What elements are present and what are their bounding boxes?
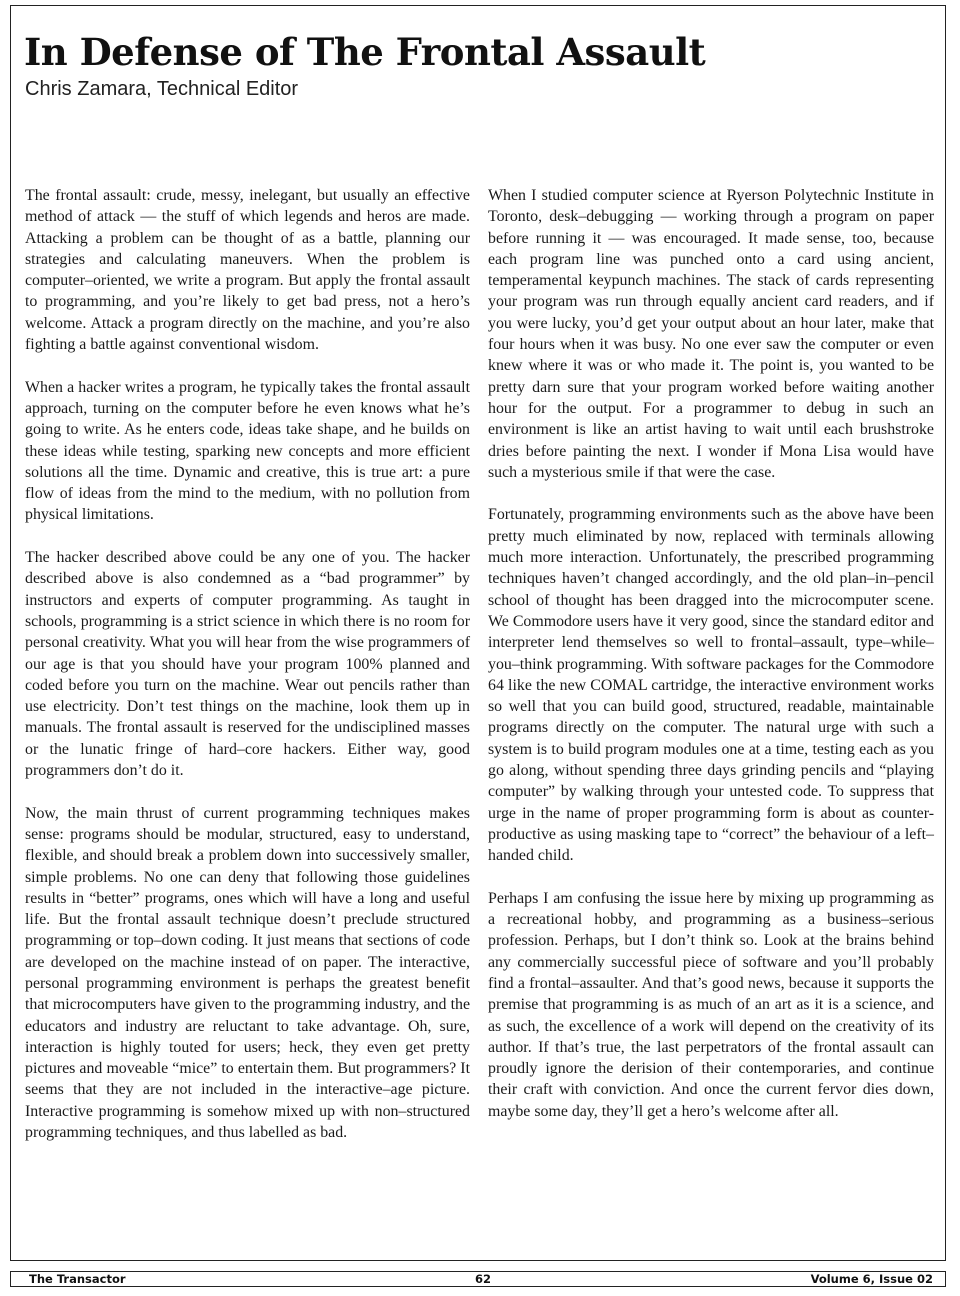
right-column <box>488 185 934 1143</box>
paragraph: When a hacker writes a program, he typically takes the frontal assault approach, turning on the computer before he even knows what he’s going to write. As he enters code, ideas take shape, and he builds on these ideas while testing, sparking new concepts and more efficient solutions all the time. Dynamic and creative, this is true art: a pure flow of ideas from the mind to the medium, with no pollution from physical limitations. <box>25 378 470 524</box>
page-footer <box>10 1271 946 1287</box>
footer-magazine-name: The Transactor <box>29 1272 126 1286</box>
footer-issue: Volume 6, Issue 02 <box>810 1272 933 1286</box>
paragraph: Now, the main thrust of current programming techniques makes sense: programs should be modular, structured, easy to understand, flexible, and should break a problem down into successively smaller, simple problems. No one can deny that following those guidelines results in “better” programs, ones which will have a long and useful life. But the frontal assault technique doesn’t preclude structured programming or top–down coding. It just means that sections of code are developed on the machine instead of on paper. The interactive, personal programming environment is perhaps the greatest benefit that microcomputers have given to the programming industry, and the educators and industry are reluctant to take advantage. Oh, sure, interaction is highly touted for users; heck, they even get pretty pictures and moveable “mice” to entertain them. But programmers? It seems that they are not included in the interactive–age picture. Interactive programming is somehow mixed up with non–structured programming techniques, and thus labelled as bad. <box>25 804 470 1142</box>
paragraph: When I studied computer science at Ryerson Polytechnic Institute in Toronto, desk–debugging — working through a program on paper before running it — was encouraged. It made sense, too, because each program line was punched onto a card using ancient, temperamental keypunch machines. The stack of cards representing your program was run through equally ancient card readers, and if you were lucky, you’d get your output about an hour later, make that four hours when it was busy. No one ever saw the computer or even knew where it was or who made it. The point is, you wanted to be pretty darn sure that your program worked before waiting another hour for the output. For a programmer to debug in such an environment is like an artist having to wait until each brushstroke dries before painting the next. I wonder if Mona Lisa would have such a mysterious smile if that were the case. <box>488 187 934 481</box>
article-title: In Defense of The Frontal Assault <box>24 30 706 74</box>
paragraph: The hacker described above could be any one of you. The hacker described above is also condemned as a “bad programmer” by instructors and experts of computer programming. As taught in schools, programming is a strict science in which there is no room for personal creativity. What you will hear from the wise programmers of our age is that you should have your program 100% planned and coded before you turn on the machine. Wear out pencils rather than use electricity. Don’t test things on the machine, look them up in manuals. The frontal assault is reserved for the undisciplined masses or the lunatic fringe of hard–core hackers. Either way, good programmers don’t do it. <box>25 549 470 780</box>
paragraph: Perhaps I am confusing the issue here by mixing up programming as a recreational hobby, and programming as a business–serious profession. Perhaps, but I don’t think so. Look at the brains behind any commercially successful piece of software and you’ll probably find a frontal–assaulter. And that’s good news, because it supports the premise that programming is as much of an art as it is a science, and as such, the excellence of a work will depend on the creativity of its author. If that’s true, the last perpetrators of the frontal assault can proudly ignore the derision of their contemporaries, and continue their craft with conviction. And once the current fervor dies down, maybe some day, they’ll get a hero’s welcome after all. <box>488 889 934 1120</box>
paragraph: The frontal assault: crude, messy, inelegant, but usually an effective method of attack — the stuff of which legends and heros are made. Attacking a problem can be thought of as a battle, planning our strategies and calculating maneuvers. When the problem is computer–oriented, we write a program. But apply the frontal assault to programming, and you’re likely to get bad press, not a hero’s welcome. Attack a program directly on the machine, and you’re also fighting a battle against conventional wisdom. <box>25 187 470 354</box>
paragraph: Fortunately, programming environments such as the above have been pretty much eliminated by now, replaced with terminals allowing much more interaction. Unfortunately, the prescribed programming techniques haven’t changed accordingly, and the old plan–in–pencil school of thought has been dragged into the microcomputer scene. We Commodore users have it very good, since the standard editor and interpreter lend themselves so well to frontal–assault, type–while–you–think programming. With software packages for the Commodore 64 like the new COMAL cartridge, the interactive environment works so well that you can build good, structured, readable, maintainable programs directly on the computer. The natural urge with such a system is to build program modules one at a time, testing each as you go along, without spending three days grinding pencils and “playing computer” by walking through your untested code. To suppress that urge in the name of proper programming form is about as counter-productive as using masking tape to “correct” the behaviour of a left–handed child. <box>488 506 934 865</box>
article-byline: Chris Zamara, Technical Editor <box>25 78 299 100</box>
footer-page-number: 62 <box>475 1272 492 1286</box>
left-column <box>25 185 470 1165</box>
